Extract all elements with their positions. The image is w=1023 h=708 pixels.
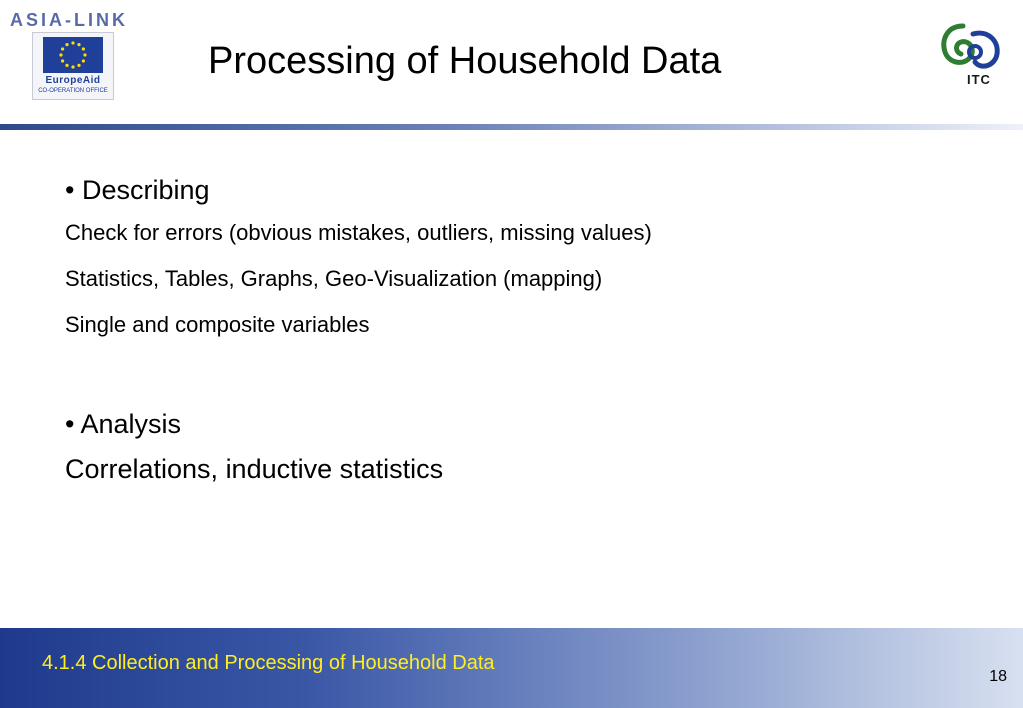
asia-link-wordmark: ASIA-LINK: [10, 10, 128, 30]
slide-footer: [0, 628, 1023, 708]
content-line: Check for errors (obvious mistakes, outliers, missing values): [65, 220, 652, 245]
asia-link-logo: [8, 8, 138, 98]
page-number: 18: [989, 668, 1007, 685]
content-line: Single and composite variables: [65, 312, 370, 337]
header-divider: [0, 124, 1023, 130]
europeaid-logo: [32, 32, 114, 100]
spacer: [65, 348, 965, 404]
itc-wordmark: ITC: [967, 72, 991, 87]
europeaid-wordmark: EuropeAid: [45, 75, 101, 86]
slide-content: [65, 170, 965, 494]
content-line: Correlations, inductive statistics: [65, 454, 444, 484]
section-heading-analysis: • Analysis: [65, 409, 182, 439]
footer-title: 4.1.4 Collection and Processing of Household Data: [42, 652, 495, 674]
slide-title: Processing of Household Data: [208, 40, 722, 82]
cooperation-office-text: CO-OPERATION OFFICE: [38, 88, 108, 94]
eu-flag-icon: [43, 37, 103, 73]
itc-swirl-icon: [935, 20, 1007, 80]
content-line: Statistics, Tables, Graphs, Geo-Visualization (mapping): [65, 266, 603, 291]
itc-logo: [935, 20, 1007, 90]
section-heading-describing: • Describing: [65, 175, 210, 205]
